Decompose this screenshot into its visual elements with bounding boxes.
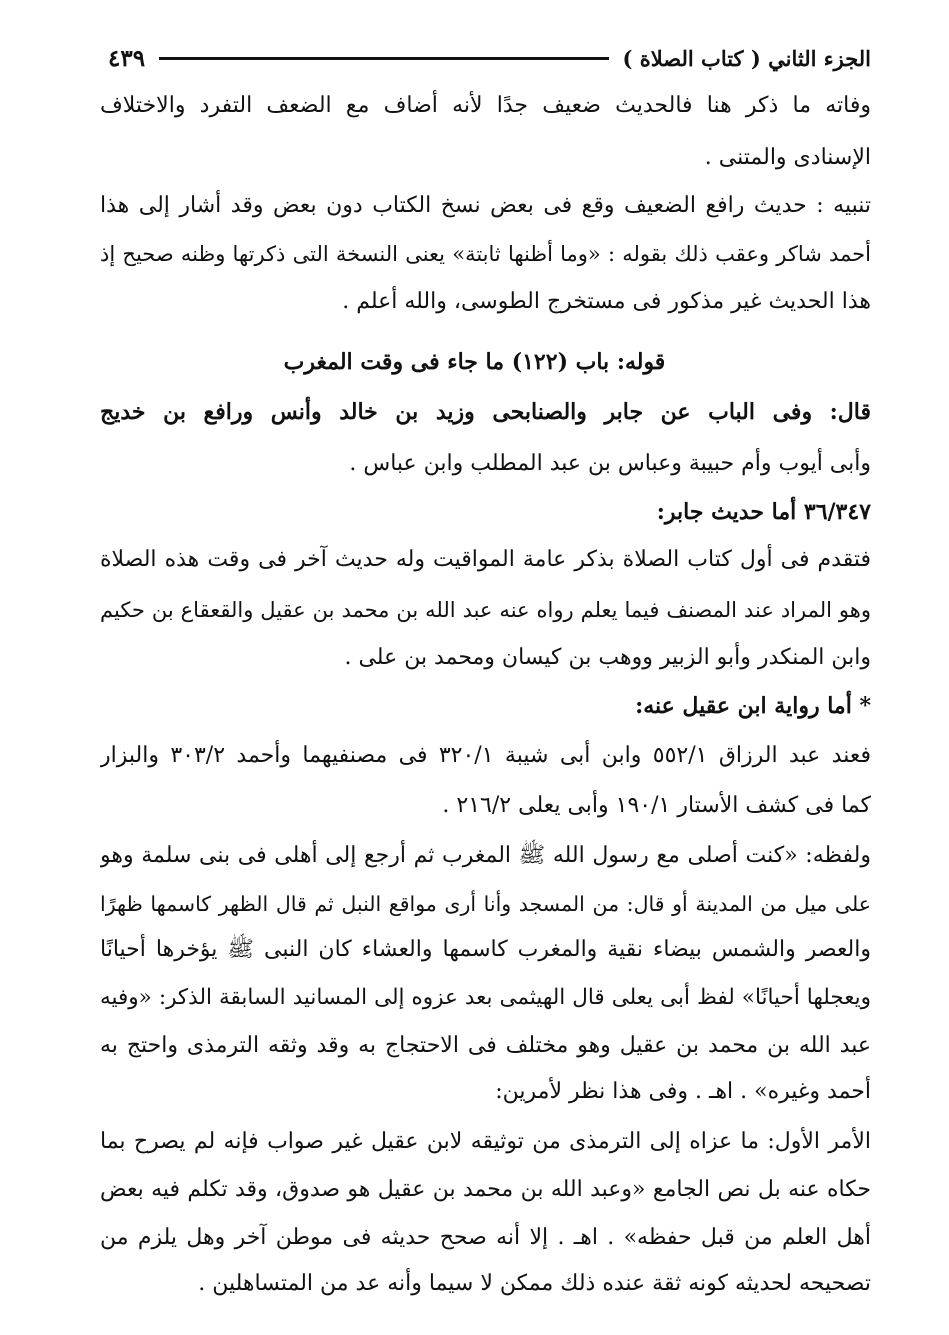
text-line: ولفظه: «كنت أصلى مع رسول الله ﷺ المغرب ثم أرجع إلى أهلى فى بنى سلمة وهو <box>100 843 871 868</box>
text-line: الأمر الأول: ما عزاه إلى الترمذى من توثيقه لابن عقيل غير صواب فإنه لم يصرح بما <box>100 1129 871 1154</box>
chapter-heading: قوله: باب (١٢٢) ما جاء فى وقت المغرب <box>283 349 666 375</box>
text-line: عبد الله بن محمد بن عقيل وهو مختلف فى الاحتجاج به وقد وثقه الترمذى واحتج به <box>100 1033 871 1058</box>
text-line: أحمد وغيره» . اهـ . وفى هذا نظر لأمرين: <box>495 1079 871 1104</box>
text-line: وفاته ما ذكر هنا فالحديث ضعيف جدًا لأنه أضاف مع الضعف التفرد والاختلاف <box>100 93 871 118</box>
text-line: تصحيحه لحديثه كونه ثقة عنده ذلك ممكن لا سيما وأنه عد من المتساهلين . <box>198 1271 871 1296</box>
running-title: الجزء الثاني ( كتاب الصلاة ) <box>622 45 871 71</box>
text-line: فعند عبد الرزاق ٥٥٢/١ وابن أبى شيبة ٣٢٠/١ فى مصنفيهما وأحمد ٣٠٣/٢ والبزار <box>100 743 871 768</box>
text-line: هذا الحديث غير مذكور فى مستخرج الطوسى، والله أعلم . <box>342 289 871 314</box>
text-line: الإسنادى والمتنى . <box>704 145 871 170</box>
text-line: والعصر والشمس بيضاء نقية والمغرب كاسمها والعشاء كان النبى ﷺ يؤخرها أحيانًا <box>100 937 871 962</box>
page-number: ٤٣٩ <box>108 44 146 72</box>
header-rule <box>159 57 608 60</box>
text-line: ويعجلها أحيانًا» لفظ أبى يعلى قال الهيثمى بعد عزوه إلى المسانيد السابقة الذكر: «وفيه <box>100 985 871 1010</box>
note-line: تنبيه : حديث رافع الضعيف وقع فى بعض نسخ الكتاب دون بعض وقد أشار إلى هذا <box>100 193 871 218</box>
text-line: حكاه عنه بل نص الجامع «وعبد الله بن محمد بن عقيل هو صدوق، وقد تكلم فيه بعض <box>100 1177 871 1202</box>
subsection-heading: * أما رواية ابن عقيل عنه: <box>635 693 871 719</box>
text-line: كما فى كشف الأستار ١٩٠/١ وأبى يعلى ٢١٦/٢ . <box>442 793 871 818</box>
hadith-heading: ٣٦/٣٤٧ أما حديث جابر: <box>656 499 871 525</box>
text-line: على ميل من المدينة أو قال: من المسجد وأنا أرى مواقع النبل ثم قال الظهر كاسمها ظهرًا <box>100 892 871 916</box>
text-line: أحمد شاكر وعقب ذلك بقوله : «وما أظنها ثابتة» يعنى النسخة التى ذكرتها وظنه صحيح إذ <box>100 242 871 266</box>
page-header <box>108 38 871 78</box>
text-line: فتقدم فى أول كتاب الصلاة بذكر عامة المواقيت وله حديث آخر فى وقت هذه الصلاة <box>100 547 871 572</box>
text-line: وابن المنكدر وأبو الزبير ووهب بن كيسان ومحمد بن على . <box>344 645 871 670</box>
text-line: أهل العلم من قبل حفظه» . اهـ . إلا أنه صحح حديثه فى موطن آخر وهل يلزم من <box>100 1225 871 1250</box>
bab-statement: قال: وفى الباب عن جابر والصنابحى وزيد بن خالد وأنس ورافع بن خديج <box>100 399 871 425</box>
text-line: وهو المراد عند المصنف فيما يعلم رواه عنه عبد الله بن محمد بن عقيل والقعقاع بن حكيم <box>100 598 871 622</box>
text-line: وأبى أيوب وأم حبيبة وعباس بن عبد المطلب وابن عباس . <box>349 451 871 476</box>
